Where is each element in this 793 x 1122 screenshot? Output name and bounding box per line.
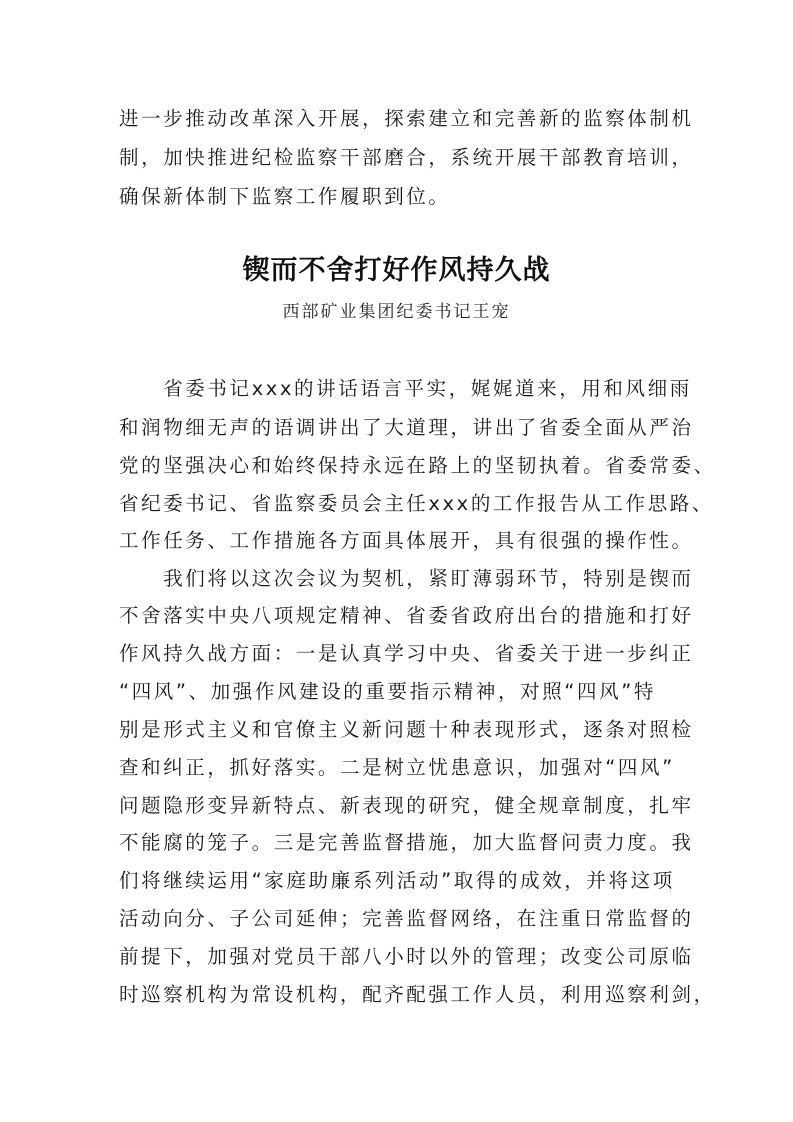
body-line: 党的坚强决心和始终保持永远在路上的坚韧执着。省委常委、 <box>119 454 716 477</box>
body-line: 们将继续运用“家庭助廉系列活动”取得的成效，并将这项 <box>119 869 675 892</box>
body-line: 时巡察机构为常设机构，配齐配强工作人员，利用巡察利剑， <box>119 983 716 1006</box>
article-title: 锲而不舍打好作风持久战 <box>242 255 551 286</box>
body-line: 别是形式主义和官僚主义新问题十种表现形式，逐条对照检 <box>119 718 694 741</box>
article-byline: 西部矿业集团纪委书记王宠 <box>282 302 511 322</box>
body-line: 工作任务、工作措施各方面具体展开，具有很强的操作性。 <box>119 529 694 552</box>
intro-line: 确保新体制下监察工作履职到位。 <box>119 185 451 208</box>
body-line: 作风持久战方面：一是认真学习中央、省委关于进一步纠正 <box>119 642 694 665</box>
body-line: 前提下，加强对党员干部八小时以外的管理；改变公司原临 <box>119 945 694 968</box>
body-line: 我们将以这次会议为契机，紧盯薄弱环节，特别是锲而 <box>119 567 694 590</box>
intro-line: 制，加快推进纪检监察干部磨合，系统开展干部教育培训， <box>119 146 694 169</box>
body-line: 查和纠正，抓好落实。二是树立忧患意识，加强对“四风” <box>119 756 675 779</box>
body-line: 省委书记xxx的讲话语言平实，娓娓道来，用和风细雨 <box>119 377 692 400</box>
body-line: 活动向分、子公司延伸；完善监督网络，在注重日常监督的 <box>119 907 694 930</box>
intro-line: 进一步推动改革深入开展，探索建立和完善新的监察体制机 <box>119 107 694 130</box>
body-line: 问题隐形变异新特点、新表现的研究，健全规章制度，扎牢 <box>119 794 694 817</box>
body-line: 和润物细无声的语调讲出了大道理，讲出了省委全面从严治 <box>119 416 694 439</box>
body-line: “四风”、加强作风建设的重要指示精神，对照“四风”特 <box>119 680 657 703</box>
body-line: 不能腐的笼子。三是完善监督措施，加大监督问责力度。我 <box>119 831 694 854</box>
body-line: 不舍落实中央八项规定精神、省委省政府出台的措施和打好 <box>119 604 694 627</box>
body-line: 省纪委书记、省监察委员会主任xxx的工作报告从工作思路、 <box>119 492 714 515</box>
